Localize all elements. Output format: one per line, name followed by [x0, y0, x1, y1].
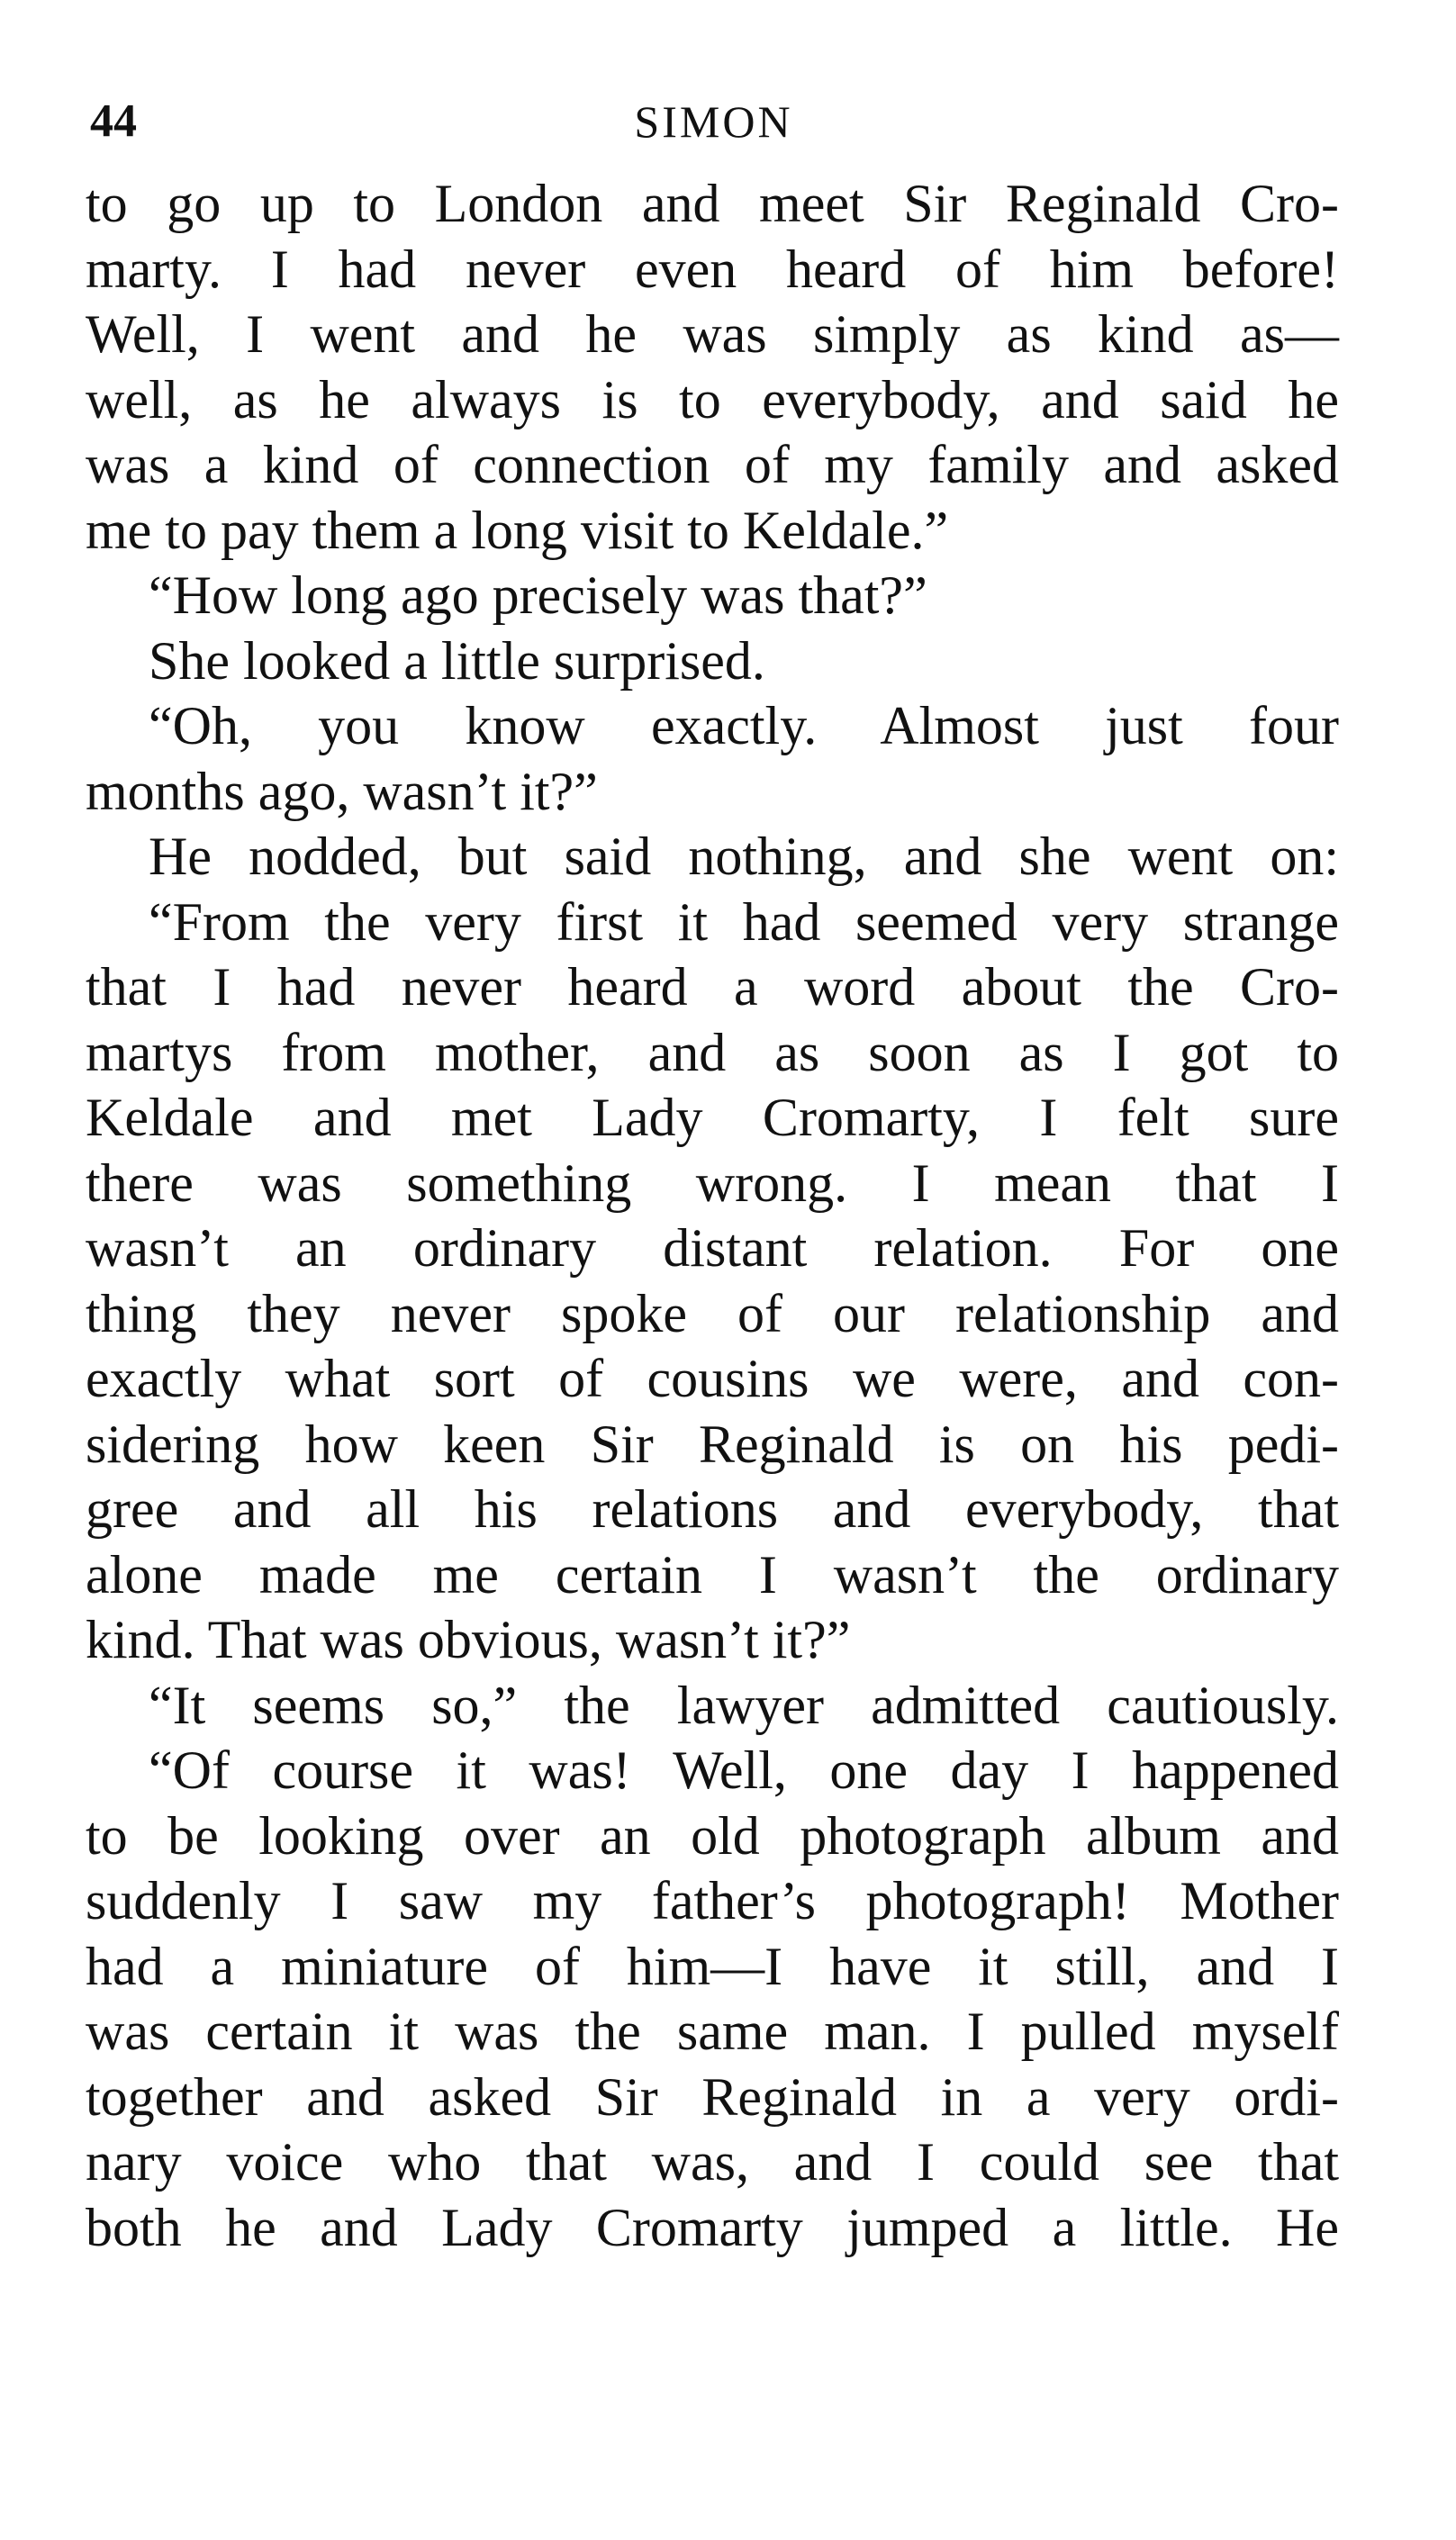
body-text	[86, 171, 1339, 2260]
text-line: was certain it was the same man. I pulled myself	[86, 2002, 1339, 2061]
text-line: months ago, wasn’t it?”	[86, 761, 598, 821]
running-head	[90, 90, 1337, 153]
text-line: well, as he always is to everybody, and said he	[86, 369, 1339, 429]
text-line: He nodded, but said nothing, and she went on:	[149, 827, 1339, 886]
text-line: “It seems so,” the lawyer admitted cautiously.	[149, 1675, 1339, 1735]
text-line: kind. That was obvious, wasn’t it?”	[86, 1610, 851, 1669]
text-line: martys from mother, and as soon as I got to	[86, 1022, 1339, 1082]
text-line: suddenly I saw my father’s photograph! Mother	[86, 1871, 1339, 1930]
text-line: “From the very first it had seemed very strange	[149, 891, 1339, 952]
text-line: alone made me certain I wasn’t the ordinary	[86, 1544, 1339, 1604]
text-line: “Of course it was! Well, one day I happened	[149, 1740, 1339, 1800]
text-line: exactly what sort of cousins we were, and con-	[86, 1349, 1339, 1408]
text-line: to be looking over an old photograph album and	[86, 1805, 1339, 1866]
text-line: that I had never heard a word about the Cro-	[86, 957, 1339, 1017]
text-line: sidering how keen Sir Reginald is on his pedi-	[86, 1414, 1339, 1474]
text-line: both he and Lady Cromarty jumped a little. He	[86, 2197, 1339, 2257]
text-line: to go up to London and meet Sir Reginald Cro-	[86, 174, 1339, 233]
text-line: wasn’t an ordinary distant relation. For one	[86, 1218, 1339, 1278]
page-number: 44	[90, 95, 137, 147]
text-line: me to pay them a long visit to Keldale.”	[86, 500, 949, 560]
text-line: thing they never spoke of our relationship and	[86, 1283, 1339, 1343]
text-line: together and asked Sir Reginald in a very ordi-	[86, 2066, 1339, 2127]
text-line: gree and all his relations and everybody, that	[86, 1479, 1339, 1539]
running-title: SIMON	[634, 96, 793, 147]
text-line: Well, I went and he was simply as kind as—	[86, 304, 1339, 364]
text-line: nary voice who that was, and I could see that	[86, 2132, 1339, 2192]
text-line: had a miniature of him—I have it still, and I	[86, 1936, 1339, 1996]
text-line: was a kind of connection of my family and asked	[86, 435, 1339, 494]
text-line: marty. I had never even heard of him before!	[86, 239, 1339, 299]
text-line: there was something wrong. I mean that I	[86, 1152, 1339, 1213]
text-line: “How long ago precisely was that?”	[149, 565, 927, 625]
text-line: “Oh, you know exactly. Almost just four	[149, 696, 1339, 755]
text-line: She looked a little surprised.	[149, 630, 765, 691]
text-line: Keldale and met Lady Cromarty, I felt sure	[86, 1088, 1339, 1147]
